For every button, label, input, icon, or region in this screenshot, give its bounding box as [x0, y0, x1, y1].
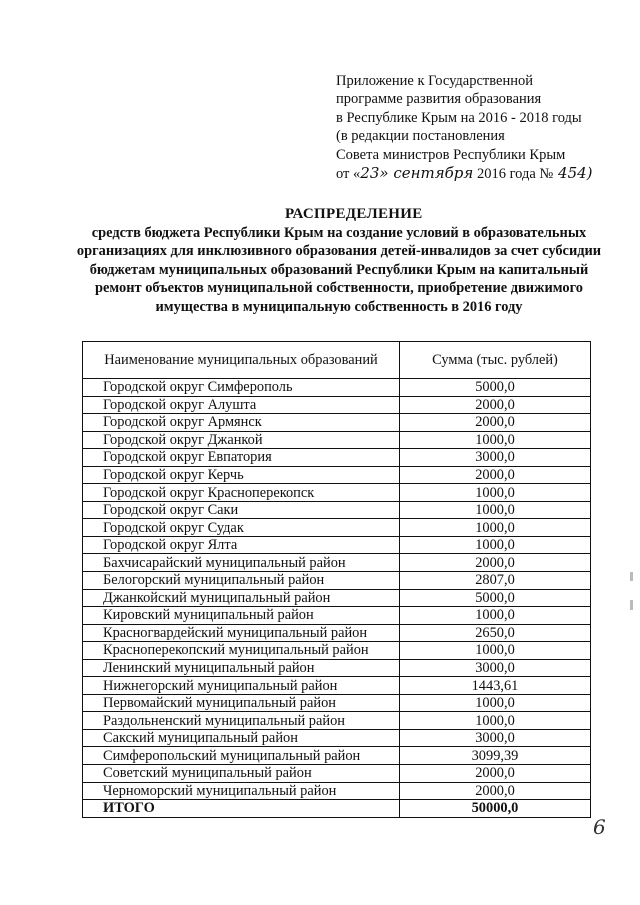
- table-row: [83, 642, 591, 660]
- table-row: [83, 782, 591, 800]
- amount-value: 2807,0: [400, 572, 591, 590]
- municipality-name: Городской округ Ялта: [83, 536, 400, 554]
- municipality-name: Городской округ Судак: [83, 519, 400, 537]
- amount-value: 3000,0: [400, 449, 591, 467]
- municipality-name: Сакский муниципальный район: [83, 729, 400, 747]
- amount-value: 2000,0: [400, 554, 591, 572]
- amount-value: 1000,0: [400, 501, 591, 519]
- table-row: [83, 694, 591, 712]
- table-row: [83, 589, 591, 607]
- amount-value: 2000,0: [400, 765, 591, 783]
- date-prefix: от «: [336, 166, 361, 183]
- table-body: [83, 379, 591, 818]
- municipality-name: Красногвардейский муниципальный район: [83, 624, 400, 642]
- document-title: РАСПРЕДЕЛЕНИЕ: [285, 206, 423, 222]
- amount-value: 1443,61: [400, 677, 591, 695]
- table-row: [83, 659, 591, 677]
- table-row: [83, 431, 591, 449]
- amount-value: 1000,0: [400, 431, 591, 449]
- annex-line: Совета министров Республики Крым: [336, 146, 566, 163]
- amount-value: 1000,0: [400, 607, 591, 625]
- amount-value: 2000,0: [400, 466, 591, 484]
- table-row: [83, 624, 591, 642]
- municipality-name: Городской округ Евпатория: [83, 449, 400, 467]
- handwritten-date: 23» сентября: [360, 164, 474, 183]
- annex-line: программе развития образования: [336, 91, 542, 108]
- date-suffix: 2016 года №: [473, 166, 554, 183]
- table-row: [83, 379, 591, 397]
- amount-value: 2000,0: [400, 414, 591, 432]
- amount-value: 2650,0: [400, 624, 591, 642]
- table-row: [83, 747, 591, 765]
- column-header-sum: Сумма (тыс. рублей): [400, 342, 591, 379]
- page-number-mark: 6: [593, 815, 606, 839]
- scan-edge-mark: [630, 572, 633, 581]
- municipality-name: Ленинский муниципальный район: [83, 659, 400, 677]
- total-row: [83, 800, 591, 818]
- table-row: [83, 712, 591, 730]
- table-row: [83, 396, 591, 414]
- annex-line: Приложение к Государственной: [336, 73, 533, 89]
- municipality-name: Черноморский муниципальный район: [83, 782, 400, 800]
- annex-line: в Республике Крым на 2016 - 2018 годы: [336, 109, 582, 126]
- municipality-name: Советский муниципальный район: [83, 765, 400, 783]
- municipality-name: Бахчисарайский муниципальный район: [83, 554, 400, 572]
- table-row: [83, 466, 591, 484]
- municipality-name: Городской округ Алушта: [83, 396, 400, 414]
- municipality-name: Раздольненский муниципальный район: [83, 712, 400, 730]
- table-row: [83, 554, 591, 572]
- municipality-name: Городской округ Джанкой: [83, 431, 400, 449]
- table-row: [83, 501, 591, 519]
- municipality-name: Городской округ Армянск: [83, 414, 400, 432]
- table-row: [83, 519, 591, 537]
- document-subtitle: средств бюджета Республики Крым на создание условий в образовательных организациях для инклюзивного образования детей-инвалидов за счет субсидии бюджетам муниципальных образований Республики Крым на капитальный ремонт объектов муниципальной собственности, приобретение движимого имущества в муниципальную собственность в 2016 году: [76, 225, 602, 315]
- total-label: ИТОГО: [83, 800, 400, 818]
- amount-value: 3000,0: [400, 729, 591, 747]
- annex-header: [336, 72, 626, 183]
- amount-value: 5000,0: [400, 379, 591, 397]
- amount-value: 1000,0: [400, 536, 591, 554]
- municipality-name: Нижнегорский муниципальный район: [83, 677, 400, 695]
- municipality-name: Первомайский муниципальный район: [83, 694, 400, 712]
- amount-value: 3000,0: [400, 659, 591, 677]
- amount-value: 2000,0: [400, 396, 591, 414]
- amount-value: 1000,0: [400, 642, 591, 660]
- annex-line: (в редакции постановления: [336, 128, 505, 145]
- table-row: [83, 765, 591, 783]
- table-row: [83, 484, 591, 502]
- table-row: [83, 677, 591, 695]
- table-row: [83, 607, 591, 625]
- annex-date-line: [336, 164, 626, 183]
- distribution-table: [82, 341, 591, 818]
- table-row: [83, 572, 591, 590]
- amount-value: 2000,0: [400, 782, 591, 800]
- handwritten-number: 454): [553, 164, 593, 183]
- amount-value: 1000,0: [400, 712, 591, 730]
- municipality-name: Симферопольский муниципальный район: [83, 747, 400, 765]
- municipality-name: Кировский муниципальный район: [83, 607, 400, 625]
- table-header-row: [83, 342, 591, 379]
- table-row: [83, 414, 591, 432]
- municipality-name: Городской округ Саки: [83, 501, 400, 519]
- municipality-name: Городской округ Симферополь: [83, 379, 400, 397]
- scan-edge-mark: [630, 600, 633, 610]
- municipality-name: Белогорский муниципальный район: [83, 572, 400, 590]
- amount-value: 1000,0: [400, 694, 591, 712]
- municipality-name: Красноперекопский муниципальный район: [83, 642, 400, 660]
- total-amount: 50000,0: [400, 800, 591, 818]
- column-header-name: Наименование муниципальных образований: [83, 342, 400, 379]
- municipality-name: Городской округ Керчь: [83, 466, 400, 484]
- amount-value: 1000,0: [400, 519, 591, 537]
- table-row: [83, 729, 591, 747]
- municipality-name: Городской округ Красноперекопск: [83, 484, 400, 502]
- municipality-name: Джанкойский муниципальный район: [83, 589, 400, 607]
- table-row: [83, 449, 591, 467]
- table-row: [83, 536, 591, 554]
- amount-value: 1000,0: [400, 484, 591, 502]
- amount-value: 3099,39: [400, 747, 591, 765]
- amount-value: 5000,0: [400, 589, 591, 607]
